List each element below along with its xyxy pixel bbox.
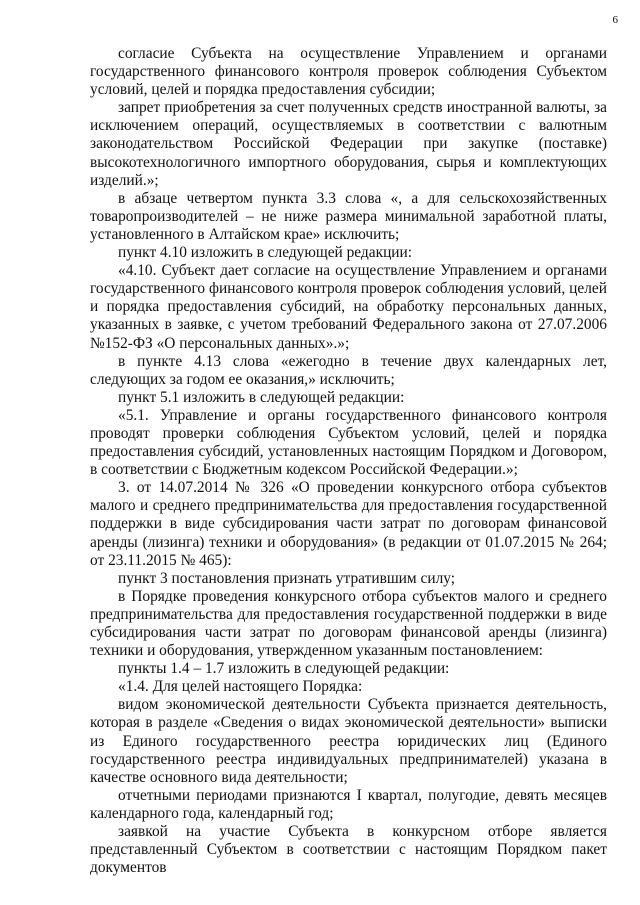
paragraph: согласие Субъекта на осуществление Управлением и органами государственного финансового контроля проверок соблюдения Субъектом условий, целей и порядка предоставления субсидии;: [90, 45, 607, 99]
paragraph: в пункте 4.13 слова «ежегодно в течение двух календарных лет, следующих за годом ее оказания,» исключить;: [90, 352, 607, 388]
paragraph: «5.1. Управление и органы государственного финансового контроля проводят проверки соблюдения Субъектом условий, целей и порядка предоставления субсидий, установленных настоящим Порядком и Договором, в соответствии с Бюджетным кодексом Российской Федерации.»;: [90, 406, 607, 479]
paragraph: «4.10. Субъект дает согласие на осуществление Управлением и органами государственного финансового контроля проверок соблюдения условий, целей и порядка предоставления субсидий, на обработку персональных данных, указанных в заявке, с учетом требований Федерального закона от 27.07.2006 №152-ФЗ «О персональных данных».»;: [90, 262, 607, 352]
paragraph: 3. от 14.07.2014 № 326 «О проведении конкурсного отбора субъектов малого и среднего предпринимательства для предоставления государственной поддержки в виде субсидирования части затрат по договорам финансовой аренды (лизинга) техники и оборудования» (в редакции от 01.07.2015 № 264; от 23.11.2015 № 465):: [90, 479, 607, 569]
paragraph: запрет приобретения за счет полученных средств иностранной валюты, за исключением операций, осуществляемых в соответствии с валютным законодательством Российской Федерации при закупке (поставке) высокотехнологичного импортного оборудования, сырья и комплектующих изделий.»;: [90, 99, 607, 189]
paragraph: «1.4. Для целей настоящего Порядка:: [118, 678, 363, 696]
paragraph: пункты 1.4 – 1.7 изложить в следующей редакции:: [118, 660, 450, 678]
paragraph: в абзаце четвертом пункта 3.3 слова «, а для сельскохозяйственных товаропроизводителей – не ниже размера минимальной заработной платы, установленного в Алтайском крае» исключить;: [90, 189, 607, 243]
paragraph: пункт 5.1 изложить в следующей редакции:: [118, 388, 405, 406]
page-number: 6: [612, 14, 618, 26]
paragraph: пункт 3 постановления признать утратившим силу;: [118, 569, 456, 587]
document-body: [90, 45, 607, 877]
paragraph: в Порядке проведения конкурсного отбора субъектов малого и среднего предпринимательства для предоставления государственной поддержки в виде субсидирования части затрат по договорам финансовой аренды (лизинга) техники и оборудования, утвержденном указанным постановлением:: [90, 587, 607, 660]
paragraph: видом экономической деятельности Субъекта признается деятельность, которая в разделе «Сведения о видах экономической деятельности» выписки из Единого государственного реестра юридических лиц (Единого государственного реестра индивидуальных предпринимателей) указана в качестве основного вида деятельности;: [90, 696, 607, 786]
paragraph: пункт 4.10 изложить в следующей редакции:: [118, 244, 413, 262]
paragraph: отчетными периодами признаются I квартал, полугодие, девять месяцев календарного года, календарный год;: [90, 786, 607, 822]
paragraph: заявкой на участие Субъекта в конкурсном отборе является представленный Субъектом в соответствии с настоящим Порядком пакет документов: [90, 823, 607, 877]
